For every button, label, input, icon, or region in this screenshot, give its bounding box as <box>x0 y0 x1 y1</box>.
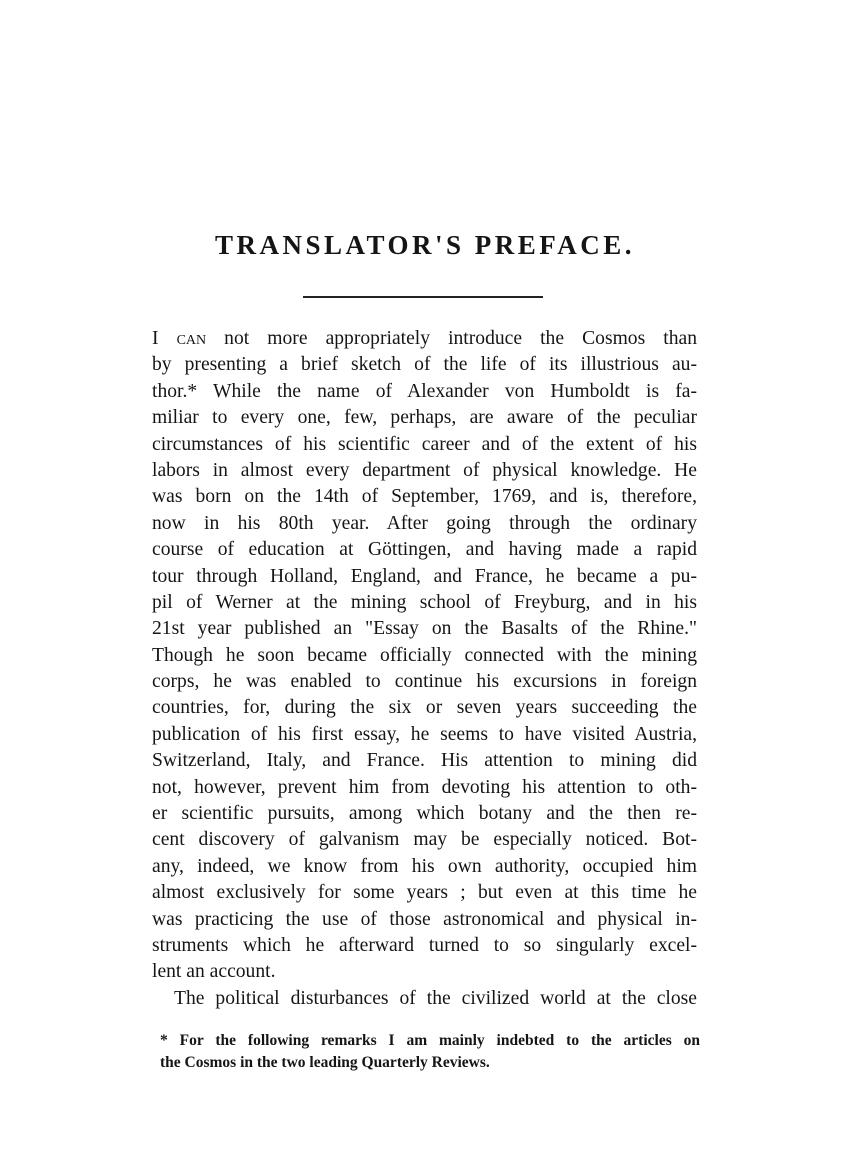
text-line: was practicing the use of those astronomical and physical in- <box>152 908 697 930</box>
text-line: Though he soon became officially connected with the mining <box>152 644 697 666</box>
text-line: countries, for, during the six or seven years succeeding the <box>152 697 697 719</box>
text-line: was born on the 14th of September, 1769, and is, therefore, <box>152 486 697 508</box>
text-line-rest: not more appropriately introduce the Cosmos than <box>206 328 698 349</box>
page-title: TRANSLATOR'S PREFACE. <box>214 230 636 260</box>
body-text <box>152 326 697 1012</box>
text-line <box>152 326 697 352</box>
text-line: pil of Werner at the mining school of Freyburg, and in his <box>152 591 697 613</box>
text-line: now in his 80th year. After going through the ordinary <box>152 512 697 534</box>
text-line: 21st year published an "Essay on the Basalts of the Rhine." <box>152 618 697 640</box>
text-line: labors in almost every department of physical knowledge. He <box>152 459 697 481</box>
text-line: almost exclusively for some years ; but even at this time he <box>152 882 697 904</box>
footnote-line: the Cosmos in the two leading Quarterly Reviews. <box>160 1054 490 1071</box>
footnote <box>160 1030 700 1074</box>
text-line: course of education at Göttingen, and having made a rapid <box>152 539 697 561</box>
text-line: any, indeed, we know from his own authority, occupied him <box>152 855 697 877</box>
text-line: struments which he afterward turned to so singularly excel- <box>152 934 697 956</box>
text-line: er scientific pursuits, among which botany and the then re- <box>152 803 697 825</box>
text-line: thor.* While the name of Alexander von Humboldt is fa- <box>152 380 697 402</box>
title-rule <box>303 296 543 298</box>
text-line: lent an account. <box>152 961 276 983</box>
text-line: corps, he was enabled to continue his excursions in foreign <box>152 671 697 693</box>
text-line: by presenting a brief sketch of the life of its illustrious au- <box>152 354 697 376</box>
text-line: publication of his first essay, he seems to have visited Austria, <box>152 723 697 745</box>
text-line: tour through Holland, England, and France, he became a pu- <box>152 565 697 587</box>
text-line: Switzerland, Italy, and France. His attention to mining did <box>152 750 697 772</box>
text-line: The political disturbances of the civilized world at the close <box>174 987 697 1009</box>
footnote-line: * For the following remarks I am mainly indebted to the articles on <box>160 1032 700 1049</box>
text-line: not, however, prevent him from devoting his attention to oth- <box>152 776 697 798</box>
text-line: circumstances of his scientific career and of the extent of his <box>152 433 697 455</box>
text-line: miliar to every one, few, perhaps, are aware of the peculiar <box>152 407 697 429</box>
text-line: cent discovery of galvanism may be especially noticed. Bot- <box>152 829 697 851</box>
drop-smallcaps: I can <box>152 328 207 349</box>
